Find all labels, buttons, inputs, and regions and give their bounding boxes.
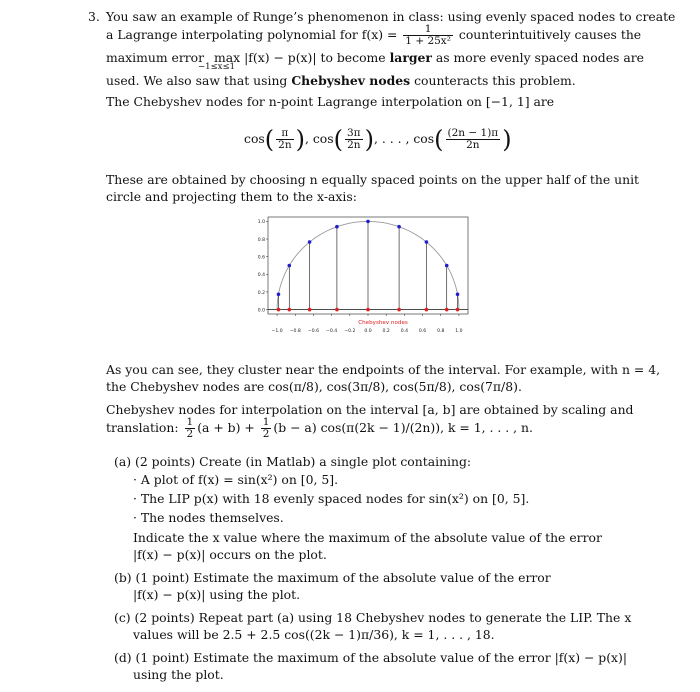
formula-dots: , . . . , [373, 131, 414, 146]
half-frac-2 [261, 417, 272, 440]
cos-3: cos [413, 131, 435, 146]
cluster-line-1: As you can see, they cluster near the endpoints of the interval. For example, with n = 4, [106, 362, 661, 377]
x-tick-label: 0.6 [418, 329, 427, 334]
intro-line-3b: |f(x) − p(x)| to become [244, 50, 386, 65]
intro-line-2a: a Lagrange interpolating polynomial for f(x) = [106, 27, 398, 42]
chebyshev-node [287, 308, 291, 312]
part-d-line-2: using the plot. [133, 667, 224, 682]
part-a-line-6: |f(x) − p(x)| occurs on the plot. [133, 547, 327, 562]
larger-bold: larger [389, 50, 432, 65]
cos-1: cos [244, 131, 265, 146]
half-1-num: 1 [186, 416, 194, 428]
nodes-definition-line: The Chebyshev nodes for n-point Lagrange interpolation on [−1, 1] are [106, 94, 555, 109]
intro-line-2b: counterintuitively causes the [458, 27, 642, 42]
part-a-bullet-3: · The nodes themselves. [133, 510, 284, 525]
chebyshev-formula: cos( $\frac{\pi}{2n}$ ), cos( $\frac{3\pi}{2n}$ ), . . . , cos( $\frac{(2n - 1)\pi}{2n}$ ) [244, 125, 512, 154]
half-1-den: 2 [186, 428, 194, 440]
frac-1-den: 2n [278, 139, 292, 151]
chart-plot-area [258, 217, 468, 334]
part-a-line-5: Indicate the x value where the maximum of the absolute value of the error [133, 530, 602, 545]
formula-frac-1 [276, 128, 293, 151]
runge-fraction [403, 24, 453, 47]
chebyshev-bold: Chebyshev nodes [291, 73, 411, 88]
chebyshev-node [425, 308, 429, 312]
projection-line-1: These are obtained by choosing n equally spaced points on the upper half of the unit [106, 172, 640, 187]
part-b-line-1: (b) (1 point) Estimate the maximum of the absolute value of the error [114, 570, 551, 585]
chebyshev-node [308, 308, 312, 312]
frac-1-num: π [281, 127, 289, 139]
translation-mid: (a + b) + [197, 420, 255, 435]
scaling-line-2 [106, 414, 533, 442]
x-tick-label: −0.6 [307, 329, 320, 334]
intro-line-3c: as more evenly spaced nodes are [435, 50, 644, 65]
x-tick-label: 0.4 [400, 329, 409, 334]
runge-fraction-den: 1 + 25x² [405, 35, 451, 47]
chebyshev-node [277, 308, 281, 312]
projection-line-2: circle and projecting them to the x-axis: [106, 189, 357, 204]
part-d-line-1: (d) (1 point) Estimate the maximum of the absolute value of the error |f(x) − p(x)| [114, 650, 628, 665]
legend-label: Chebyshev nodes [358, 320, 408, 326]
chebyshev-node [366, 308, 370, 312]
intro-line-2 [106, 22, 641, 48]
frac-2-den: 2n [345, 139, 363, 151]
x-tick-label: 1.0 [455, 329, 463, 334]
y-tick-label: 0.4 [257, 273, 265, 279]
chebyshev-figure [250, 213, 472, 340]
formula-frac-2 [345, 128, 363, 151]
cluster-line-2: the Chebyshev nodes are cos(π/8), cos(3π/8), cos(5π/8), cos(7π/8). [106, 379, 522, 394]
translation-label: translation: [106, 420, 179, 435]
chebyshev-node [456, 308, 460, 312]
x-tick-label: −0.4 [326, 329, 338, 334]
frac-3-num: (2n − 1)π [447, 127, 499, 139]
circle-point [335, 225, 339, 229]
formula-frac-3 [446, 128, 501, 151]
part-a-bullet-1: · A plot of f(x) = sin(x²) on [0, 5]. [133, 472, 339, 487]
y-tick-label: 0.8 [257, 237, 265, 243]
y-tick-label: 0.0 [257, 308, 265, 314]
part-a-bullet-2: · The LIP p(x) with 18 evenly spaced nodes for sin(x²) on [0, 5]. [133, 491, 530, 506]
intro-line-3 [106, 50, 644, 65]
x-tick-label: −1.0 [271, 329, 283, 334]
intro-line-3a: maximum error [106, 50, 205, 65]
part-c-line-1: (c) (2 points) Repeat part (a) using 18 Chebyshev nodes to generate the LIP. The x [114, 610, 632, 625]
translation-end: (b − a) cos(π(2k − 1)/(2n)), k = 1, . . . , n. [273, 420, 533, 435]
runge-fraction-num: 1 [424, 23, 432, 35]
intro-line-1: You saw an example of Runge’s phenomenon in class: using evenly spaced nodes to create [106, 9, 676, 24]
frac-2-num: 3π [347, 127, 361, 139]
problem-number: 3. [88, 9, 100, 24]
max-operator: max [214, 50, 241, 65]
x-tick-label: 0.8 [437, 329, 445, 334]
x-tick-label: −0.2 [344, 329, 356, 334]
max-subscript: −1≤x≤1 [198, 62, 235, 72]
part-b-line-2: |f(x) − p(x)| using the plot. [133, 587, 301, 602]
scaling-line-1: Chebyshev nodes for interpolation on the interval [a, b] are obtained by scaling and [106, 402, 634, 417]
y-tick-label: 0.6 [257, 255, 265, 261]
chebyshev-node [335, 308, 339, 312]
chebyshev-node [445, 308, 449, 312]
x-tick-label: −0.8 [289, 329, 301, 334]
half-2-num: 1 [262, 416, 270, 428]
intro-line-4a: used. We also saw that using [106, 73, 288, 88]
frac-3-den: 2n [446, 139, 501, 151]
circle-point [456, 292, 460, 296]
circle-point [445, 264, 449, 268]
half-2-den: 2 [262, 428, 270, 440]
chebyshev-node [397, 308, 401, 312]
circle-point [308, 240, 312, 244]
part-a-heading: (a) (2 points) Create (in Matlab) a single plot containing: [114, 454, 472, 469]
circle-point [397, 225, 401, 229]
y-tick-label: 1.0 [257, 220, 265, 226]
circle-point [425, 240, 429, 244]
x-tick-label: 0.2 [382, 329, 390, 334]
circle-point [277, 292, 281, 296]
y-tick-label: 0.2 [257, 290, 265, 296]
part-c-line-2: values will be 2.5 + 2.5 cos((2k − 1)π/36), k = 1, . . . , 18. [133, 627, 495, 642]
circle-point [366, 220, 370, 224]
cos-2: cos [312, 131, 334, 146]
intro-line-4b: counteracts this problem. [414, 73, 576, 88]
x-tick-label: 0.0 [364, 329, 372, 334]
circle-point [287, 264, 291, 268]
intro-line-4 [106, 73, 576, 88]
half-frac-1 [185, 417, 196, 440]
